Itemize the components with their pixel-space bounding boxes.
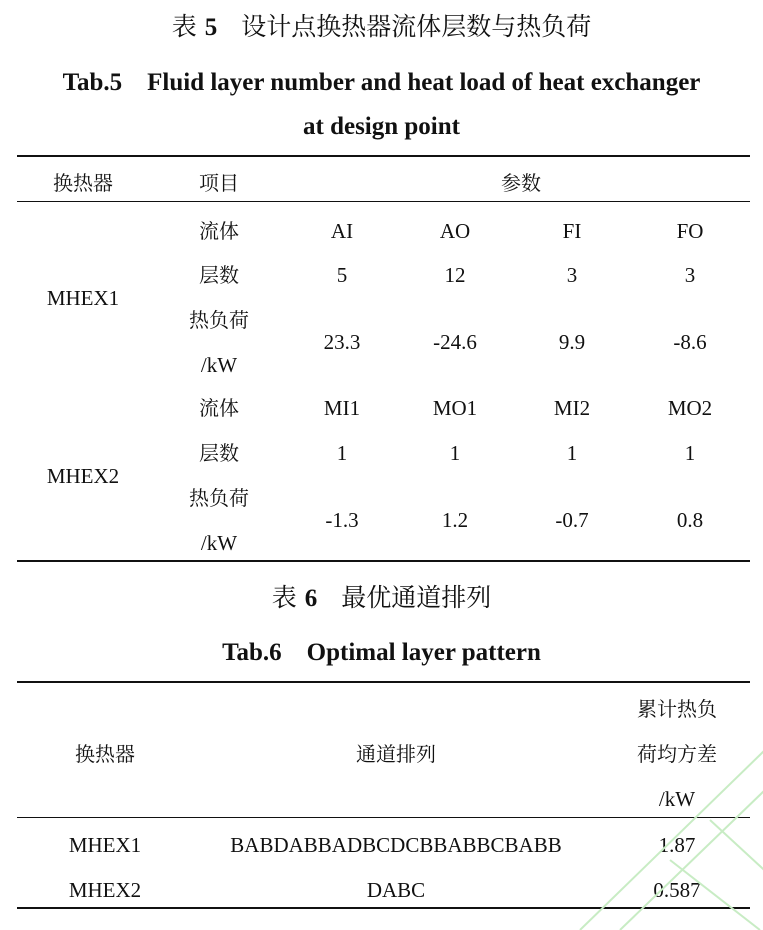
table6-header-pattern: 通道排列: [356, 742, 436, 766]
row-label-load-unit: /kW: [200, 531, 238, 555]
row-label-fluid: 流体: [199, 396, 239, 420]
layers-cell: 1: [336, 441, 348, 465]
layers-cell: 3: [566, 263, 578, 287]
table6-header-variance-line2: 荷均方差: [637, 742, 717, 766]
table6-header-variance-unit: /kW: [658, 787, 696, 811]
table5-bottom-rule: [17, 560, 750, 562]
table6-top-rule: [17, 681, 750, 683]
row-label-load: 热负荷: [189, 308, 249, 332]
table5-header-item: 项目: [199, 171, 239, 195]
fluid-cell: AO: [439, 219, 471, 243]
load-cell: -0.7: [555, 508, 589, 532]
fluid-cell: AI: [330, 219, 354, 243]
fluid-cell: FO: [676, 219, 704, 243]
load-cell: -24.6: [433, 330, 477, 354]
group-name: MHEX1: [46, 286, 120, 310]
row-label-fluid: 流体: [199, 219, 239, 243]
load-cell: 23.3: [323, 330, 361, 354]
table6-caption-cn: [0, 583, 763, 614]
table6-caption-en: Tab.6 Optimal layer pattern: [222, 639, 541, 666]
table-row-variance: 0.587: [653, 878, 701, 902]
table-row-pattern: BABDABBADBCDCBBABBCBABB: [230, 833, 562, 857]
layers-cell: 5: [336, 263, 348, 287]
load-cell: 9.9: [558, 330, 586, 354]
table5-header-exchanger: 换热器: [53, 171, 113, 195]
group-name: MHEX2: [46, 464, 120, 488]
table5-top-rule: [17, 155, 750, 157]
table5-caption-en-line1: Tab.5 Fluid layer number and heat load of heat exchanger: [62, 69, 701, 96]
table-row-exchanger: MHEX2: [68, 878, 142, 902]
caption-prefix: 表: [271, 583, 305, 612]
table5-caption-en-line2: at design point: [303, 113, 460, 140]
layers-cell: 3: [684, 263, 696, 287]
fluid-cell: FI: [562, 219, 582, 243]
row-label-load-unit: /kW: [200, 353, 238, 377]
load-cell: 1.2: [441, 508, 469, 532]
row-label-load: 热负荷: [189, 486, 249, 510]
layers-cell: 1: [684, 441, 696, 465]
load-cell: 0.8: [676, 508, 704, 532]
caption-title: 设计点换热器流体层数与热负荷: [241, 12, 592, 41]
table6-header-exchanger: 换热器: [75, 742, 135, 766]
caption-title: 最优通道排列: [341, 583, 492, 612]
table-row-variance: 1.87: [658, 833, 696, 857]
fluid-cell: MO2: [667, 396, 713, 420]
table-row-pattern: DABC: [366, 878, 426, 902]
fluid-cell: MI1: [323, 396, 361, 420]
load-cell: -8.6: [673, 330, 707, 354]
caption-number: 6: [304, 585, 318, 612]
caption-prefix: 表: [171, 12, 205, 41]
table6-header-rule: [17, 817, 750, 818]
fluid-cell: MO1: [432, 396, 478, 420]
table-row-exchanger: MHEX1: [68, 833, 142, 857]
layers-cell: 1: [449, 441, 461, 465]
layers-cell: 12: [444, 263, 466, 287]
layers-cell: 1: [566, 441, 578, 465]
fluid-cell: MI2: [553, 396, 591, 420]
caption-number: 5: [204, 14, 218, 41]
load-cell: -1.3: [325, 508, 359, 532]
row-label-layers: 层数: [199, 263, 239, 287]
table6-bottom-rule: [17, 907, 750, 909]
table5-caption-cn: [0, 12, 763, 43]
table6-header-variance-line1: 累计热负: [637, 697, 717, 721]
table5-header-params: 参数: [501, 171, 541, 195]
row-label-layers: 层数: [199, 441, 239, 465]
table5-header-rule: [17, 201, 750, 202]
